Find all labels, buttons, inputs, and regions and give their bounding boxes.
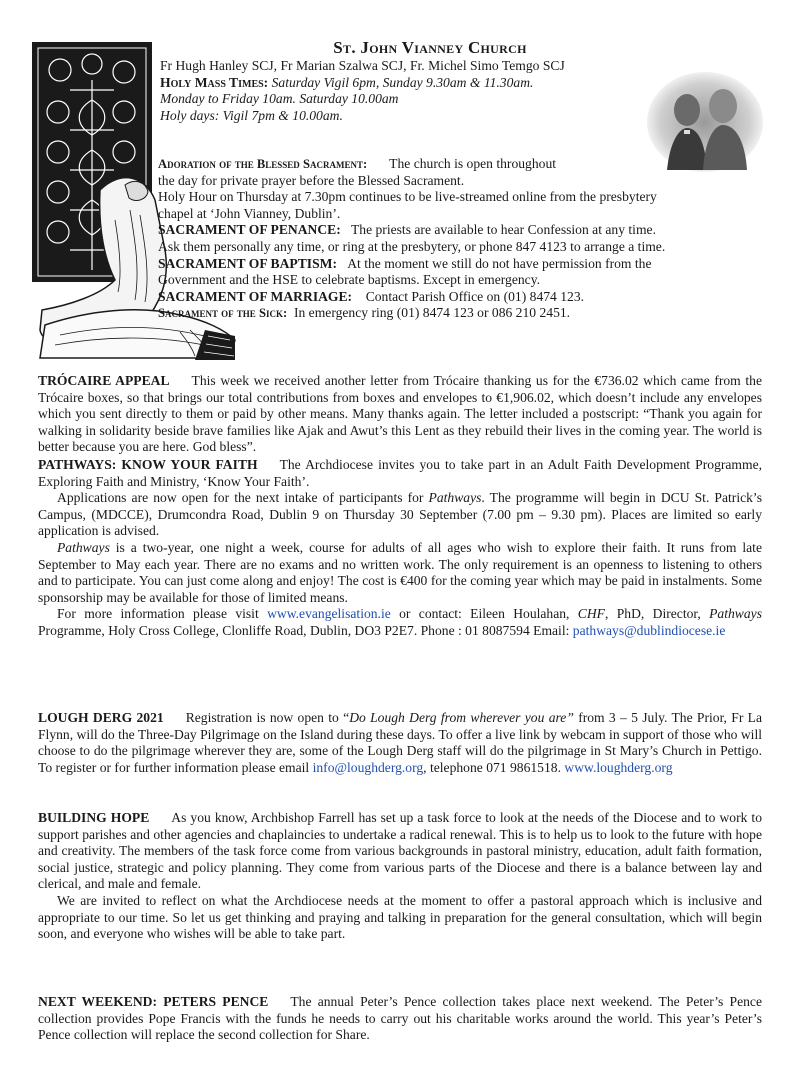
building-hope-text-1: As you know, Archbishop Farrell has set up a task force to look at the needs of the Diocese and to work to support parishes and other agencies and chaplaincies to undertake a radical renewal. This is to help us to look to the future with hope and creativity. The members of the task force come from various backgrounds in pastoral ministry, education, adult faith formation, social justice, strategic and policy planning. They come from various parts of the Diocese and there is a balance between lay and clerical, and male and female. — [38, 810, 762, 892]
pathways-p2-text: Applications are now open for the next intake of participants for — [57, 490, 429, 506]
mass-times-line — [160, 75, 640, 92]
building-hope-heading: BUILDING HOPE — [38, 810, 150, 825]
lough-derg-website-link[interactable]: www.loughderg.org — [564, 759, 673, 775]
baptism-label: SACRAMENT OF BAPTISM: — [158, 255, 337, 271]
adoration-text-4: chapel at ‘John Vianney, Dublin’. — [158, 205, 341, 221]
mass-times-holydays: Holy days: Vigil 7pm & 10.00am. — [160, 107, 343, 123]
marriage-label: SACRAMENT OF MARRIAGE: — [158, 288, 353, 304]
pathways-p3-rest: is a two-year, one night a week, course for adults of all ages who wish to explore their faith. It runs from late September to May each year. There are no exams and no written work. The only requirement is an openness to listening to others and to participate. You can just come along and enjoy! The cost is €400 for the coming year which may be paid in instalments. Some sponsorship may be available for those of limited means. — [38, 539, 762, 605]
sick-text: In emergency ring (01) 8474 123 or 086 210 2451. — [293, 305, 571, 321]
pathways-p2-title: Pathways — [428, 490, 482, 506]
pathways-section — [38, 457, 762, 640]
baptism-text-1: At the moment we still do not have permission from the — [347, 255, 652, 271]
church-name-suffix: Church — [463, 38, 527, 57]
adoration-line-1 — [158, 156, 758, 173]
penance-text-1: The priests are available to hear Confession at any time. — [350, 222, 656, 238]
peters-pence-heading: NEXT WEEKEND: PETERS PENCE — [38, 994, 269, 1009]
trocaire-paragraph — [38, 373, 762, 456]
peters-pence-paragraph — [38, 994, 762, 1044]
sick-label: Sacrament of the Sick: — [158, 306, 288, 321]
lough-derg-tagline: Do Lough Derg from wherever you are” — [349, 710, 574, 725]
sacraments-block — [158, 156, 758, 322]
pathways-course-paragraph — [38, 540, 762, 606]
penance-text-2: Ask them personally any time, or ring at the presbytery, or phone 847 4123 to arrange a time. — [158, 238, 666, 254]
adoration-label: Adoration of the Blessed Sacrament: — [158, 157, 368, 171]
pathways-p4-contact: or contact: Eileen Houlahan, — [390, 606, 578, 622]
baptism-line-1 — [158, 256, 758, 273]
pathways-contact-paragraph — [38, 606, 762, 639]
building-hope-paragraph-2: We are invited to reflect on what the Archdiocese needs at the moment to offer a pastoral approach which is inclusive and appropriate to our time. So let us get thinking and praying and talking in preparation for the general consultation, which will begin soon, and everyone who wishes will be able to take part. — [38, 892, 762, 942]
pathways-p3-title: Pathways — [57, 539, 110, 555]
marriage-line — [158, 289, 758, 306]
church-name — [220, 38, 640, 58]
mass-times-weekend: Saturday Vigil 6pm, Sunday 9.30am & 11.30am. — [271, 74, 534, 90]
priests-list: Fr Hugh Hanley SCJ, Fr Marian Szalwa SCJ, Fr. Michel Simo Temgo SCJ — [160, 58, 565, 73]
adoration-text-3: Holy Hour on Thursday at 7.30pm continues to be live-streamed online from the presbytery — [158, 189, 657, 205]
pathways-intro: The Archdiocese invites you to take part in an Adult Faith Development Programme, Exploring Faith and Ministry, ‘Know Your Faith’. — [38, 457, 763, 489]
building-hope-paragraph-1 — [38, 810, 762, 893]
sick-line — [158, 305, 758, 322]
pathways-applications-paragraph — [38, 490, 762, 540]
penance-label: SACRAMENT OF PENANCE: — [158, 222, 341, 238]
lough-derg-body: from 3 – 5 July. The Prior, Fr La Flynn, will do the Three-Day Pilgrimage on the Island during these days. To offer a live link by webcam in support of those who will choose to do the pilgrimage wherever they are, some of the Lough Derg staff will do the pilgrimage in St Mary’s Church in Pettigo. To register or for further information please email — [38, 710, 762, 775]
pathways-email-link[interactable]: pathways@dublindiocese.ie — [572, 622, 726, 638]
pathways-chf: CHF — [577, 606, 605, 622]
lough-derg-email-link[interactable]: info@loughderg.org — [312, 759, 424, 775]
mass-times-label: Holy Mass Times: — [160, 74, 269, 90]
lough-derg-phone: , telephone 071 9861518. — [423, 759, 565, 775]
trocaire-body: This week we received another letter from Trócaire thanking us for the €736.02 which came from the Trócaire boxes, so that brings our total contributions from boxes and envelopes to €1,906.02, which doesn’t include any envelopes which you sent directly to them or paid by other means. Many thanks again. The letter included a postscript: “Thank you again for walking in solidarity beside brave families like Ajak and Awut’s this Lent as they rebuild their lives in the coming year. The world is better because you are here. God bless”. — [38, 373, 762, 455]
peters-pence-section — [38, 994, 762, 1044]
pathways-intro-paragraph — [38, 457, 762, 490]
trocaire-section — [38, 373, 762, 456]
lough-derg-section — [38, 710, 762, 776]
pathways-heading: PATHWAYS: KNOW YOUR FAITH — [38, 457, 258, 472]
pathways-p2-rest: . The programme will begin in DCU St. Patrick’s Campus, (MDCCE), Drumcondra Road, Dublin 9 on Thursday 30 September (7.00 pm – 9.30 pm). Places are limited so early application is advised. — [38, 490, 763, 539]
evangelisation-link[interactable]: www.evangelisation.ie — [267, 606, 391, 622]
penance-line-1 — [158, 222, 758, 239]
lough-derg-text: Registration is now open to “ — [185, 710, 350, 725]
church-name-part: St. John Vianney — [333, 38, 464, 57]
parish-header — [160, 38, 640, 124]
trocaire-heading: TRÓCAIRE APPEAL — [38, 373, 170, 388]
lough-derg-heading: LOUGH DERG 2021 — [38, 710, 164, 725]
pathways-p4-title: Pathways — [709, 606, 762, 622]
pathways-p4-address: Programme, Holy Cross College, Clonliffe Road, Dublin, DO3 P2E7. Phone : 01 8087594 Email: — [38, 622, 573, 638]
pathways-p4-director: , PhD, Director, — [604, 606, 710, 622]
adoration-text-1: The church is open throughout — [389, 156, 557, 171]
mass-times-weekday: Monday to Friday 10am. Saturday 10.00am — [160, 91, 399, 107]
lough-derg-paragraph — [38, 710, 762, 776]
building-hope-section — [38, 810, 762, 943]
peters-pence-body: The annual Peter’s Pence collection takes place next weekend. The Peter’s Pence collection provides Pope Francis with the funds he needs to carry out his charitable works around the world. This year’s Peter’s Pence collection will replace the second collection for Share. — [38, 994, 762, 1043]
marriage-text: Contact Parish Office on (01) 8474 123. — [365, 288, 585, 304]
pathways-p4-text: For more information please visit — [57, 606, 268, 622]
adoration-text-2: the day for private prayer before the Blessed Sacrament. — [158, 172, 465, 188]
baptism-text-2: Government and the HSE to celebrate baptisms. Except in emergency. — [158, 272, 541, 288]
